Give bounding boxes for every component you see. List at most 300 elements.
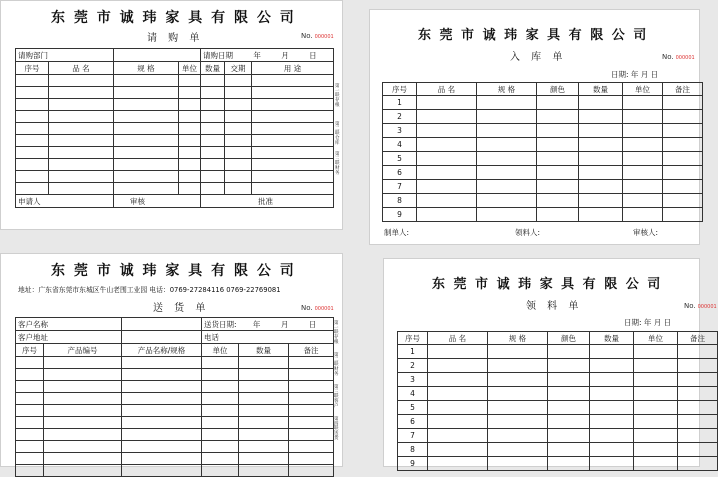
table-cell[interactable] bbox=[579, 166, 623, 180]
table-cell[interactable] bbox=[114, 123, 179, 135]
table-cell[interactable] bbox=[16, 183, 49, 195]
table-cell[interactable] bbox=[114, 183, 179, 195]
table-cell[interactable] bbox=[201, 111, 225, 123]
table-cell[interactable] bbox=[49, 111, 114, 123]
row-number: 8 bbox=[383, 194, 417, 208]
tl-side-note-2: 第二联仓库 bbox=[335, 122, 340, 146]
table-cell[interactable] bbox=[239, 429, 289, 441]
table-cell[interactable] bbox=[477, 96, 537, 110]
tl-col-purpose: 用 途 bbox=[252, 62, 334, 75]
table-cell[interactable] bbox=[579, 208, 623, 222]
table-cell[interactable] bbox=[579, 110, 623, 124]
table-cell[interactable] bbox=[179, 75, 201, 87]
tl-date-text: 请购日期 bbox=[203, 50, 233, 60]
table-cell[interactable] bbox=[179, 99, 201, 111]
table-cell[interactable] bbox=[678, 401, 718, 415]
table-cell[interactable] bbox=[49, 87, 114, 99]
table-cell[interactable] bbox=[289, 357, 334, 369]
table-cell[interactable] bbox=[663, 110, 703, 124]
row-number: 1 bbox=[398, 345, 428, 359]
bl-col-unit: 单位 bbox=[202, 344, 239, 357]
table-cell[interactable] bbox=[663, 194, 703, 208]
table-cell[interactable] bbox=[252, 183, 334, 195]
table-cell[interactable] bbox=[428, 387, 488, 401]
table-cell[interactable] bbox=[289, 429, 334, 441]
table-cell[interactable] bbox=[678, 387, 718, 401]
table-cell[interactable] bbox=[477, 124, 537, 138]
table-cell[interactable] bbox=[201, 183, 225, 195]
table-cell[interactable] bbox=[122, 453, 202, 465]
table-cell[interactable] bbox=[428, 415, 488, 429]
table-cell[interactable] bbox=[44, 453, 122, 465]
table-cell[interactable] bbox=[417, 180, 477, 194]
table-cell[interactable] bbox=[477, 180, 537, 194]
table-cell[interactable] bbox=[114, 171, 179, 183]
tr-col-name: 品 名 bbox=[417, 83, 477, 96]
tl-review: 审核 bbox=[114, 195, 201, 208]
table-cell[interactable] bbox=[16, 369, 44, 381]
table-row bbox=[16, 453, 334, 465]
table-cell[interactable] bbox=[663, 96, 703, 110]
table-cell[interactable] bbox=[590, 443, 634, 457]
table-cell[interactable] bbox=[44, 381, 122, 393]
table-cell[interactable] bbox=[16, 87, 49, 99]
tr-no-value: 000001 bbox=[675, 55, 695, 61]
table-cell[interactable] bbox=[179, 123, 201, 135]
table-cell[interactable] bbox=[49, 171, 114, 183]
table-cell[interactable] bbox=[537, 166, 579, 180]
table-cell[interactable] bbox=[548, 457, 590, 471]
table-cell[interactable] bbox=[239, 405, 289, 417]
table-cell[interactable] bbox=[179, 159, 201, 171]
br-serial-number bbox=[684, 302, 717, 310]
table-row bbox=[383, 138, 703, 152]
table-cell[interactable] bbox=[179, 183, 201, 195]
table-cell[interactable] bbox=[122, 369, 202, 381]
table-cell[interactable] bbox=[663, 138, 703, 152]
table-cell[interactable] bbox=[477, 166, 537, 180]
table-cell[interactable] bbox=[202, 381, 239, 393]
table-cell[interactable] bbox=[225, 147, 252, 159]
table-cell[interactable] bbox=[428, 443, 488, 457]
table-cell[interactable] bbox=[537, 194, 579, 208]
table-cell[interactable] bbox=[201, 135, 225, 147]
table-cell[interactable] bbox=[16, 453, 44, 465]
table-cell[interactable] bbox=[202, 417, 239, 429]
table-cell[interactable] bbox=[537, 124, 579, 138]
bl-customer-name-label: 客户名称 bbox=[16, 318, 122, 331]
table-cell[interactable] bbox=[16, 405, 44, 417]
table-cell[interactable] bbox=[634, 345, 678, 359]
tl-approve: 批准 bbox=[258, 196, 273, 206]
table-cell[interactable] bbox=[239, 417, 289, 429]
table-cell[interactable] bbox=[417, 110, 477, 124]
table-cell[interactable] bbox=[548, 401, 590, 415]
table-cell[interactable] bbox=[201, 147, 225, 159]
table-cell[interactable] bbox=[44, 441, 122, 453]
table-cell[interactable] bbox=[488, 359, 548, 373]
table-row bbox=[398, 443, 718, 457]
table-cell[interactable] bbox=[579, 124, 623, 138]
table-cell[interactable] bbox=[16, 465, 44, 477]
table-cell[interactable] bbox=[623, 124, 663, 138]
table-cell[interactable] bbox=[239, 357, 289, 369]
table-cell[interactable] bbox=[225, 135, 252, 147]
table-cell[interactable] bbox=[114, 147, 179, 159]
table-cell[interactable] bbox=[548, 359, 590, 373]
table-cell[interactable] bbox=[488, 345, 548, 359]
tl-col-spec: 规 格 bbox=[114, 62, 179, 75]
tl-col-name: 品 名 bbox=[49, 62, 114, 75]
purchase-request-form bbox=[0, 0, 343, 230]
table-cell[interactable] bbox=[623, 166, 663, 180]
table-cell[interactable] bbox=[49, 183, 114, 195]
table-cell[interactable] bbox=[49, 135, 114, 147]
table-row bbox=[383, 194, 703, 208]
table-cell[interactable] bbox=[202, 357, 239, 369]
table-cell[interactable] bbox=[16, 135, 49, 147]
table-cell[interactable] bbox=[225, 159, 252, 171]
table-cell[interactable] bbox=[590, 359, 634, 373]
table-cell[interactable] bbox=[663, 124, 703, 138]
table-cell[interactable] bbox=[417, 152, 477, 166]
bl-customer-name-value[interactable] bbox=[122, 318, 202, 331]
table-cell[interactable] bbox=[201, 99, 225, 111]
bl-table bbox=[15, 317, 334, 477]
table-cell[interactable] bbox=[663, 166, 703, 180]
br-col-name: 品 名 bbox=[428, 332, 488, 345]
tl-col-qty: 数量 bbox=[201, 62, 225, 75]
br-col-qty: 数量 bbox=[590, 332, 634, 345]
table-cell[interactable] bbox=[623, 152, 663, 166]
table-cell[interactable] bbox=[579, 96, 623, 110]
tl-applicant: 申请人 bbox=[16, 195, 114, 208]
table-cell[interactable] bbox=[678, 443, 718, 457]
row-number: 9 bbox=[398, 457, 428, 471]
table-cell[interactable] bbox=[16, 123, 49, 135]
table-cell[interactable] bbox=[289, 405, 334, 417]
table-cell[interactable] bbox=[16, 441, 44, 453]
row-number: 1 bbox=[383, 96, 417, 110]
table-row bbox=[16, 99, 334, 111]
table-cell[interactable] bbox=[537, 208, 579, 222]
table-cell[interactable] bbox=[623, 208, 663, 222]
table-cell[interactable] bbox=[114, 87, 179, 99]
delivery-note-form bbox=[0, 253, 343, 467]
table-cell[interactable] bbox=[289, 417, 334, 429]
table-cell[interactable] bbox=[16, 147, 49, 159]
table-cell[interactable] bbox=[114, 159, 179, 171]
table-cell[interactable] bbox=[579, 194, 623, 208]
table-cell[interactable] bbox=[114, 135, 179, 147]
table-cell[interactable] bbox=[225, 111, 252, 123]
table-cell[interactable] bbox=[678, 429, 718, 443]
table-cell[interactable] bbox=[16, 171, 49, 183]
table-cell[interactable] bbox=[417, 96, 477, 110]
table-cell[interactable] bbox=[179, 147, 201, 159]
table-cell[interactable] bbox=[122, 393, 202, 405]
table-cell[interactable] bbox=[663, 152, 703, 166]
table-cell[interactable] bbox=[16, 417, 44, 429]
table-cell[interactable] bbox=[114, 99, 179, 111]
table-cell[interactable] bbox=[590, 415, 634, 429]
bl-month: 月 bbox=[280, 319, 289, 329]
table-cell[interactable] bbox=[477, 194, 537, 208]
table-cell[interactable] bbox=[634, 387, 678, 401]
table-cell[interactable] bbox=[623, 110, 663, 124]
br-col-spec: 规 格 bbox=[488, 332, 548, 345]
table-cell[interactable] bbox=[44, 405, 122, 417]
table-cell[interactable] bbox=[417, 138, 477, 152]
table-cell[interactable] bbox=[678, 373, 718, 387]
table-row bbox=[16, 381, 334, 393]
table-cell[interactable] bbox=[477, 208, 537, 222]
tr-maker: 制单人: bbox=[384, 228, 410, 237]
table-cell[interactable] bbox=[225, 99, 252, 111]
table-cell[interactable] bbox=[122, 381, 202, 393]
table-cell[interactable] bbox=[663, 208, 703, 222]
table-cell[interactable] bbox=[252, 87, 334, 99]
table-cell[interactable] bbox=[239, 441, 289, 453]
table-cell[interactable] bbox=[201, 75, 225, 87]
table-cell[interactable] bbox=[488, 429, 548, 443]
table-row bbox=[16, 159, 334, 171]
table-cell[interactable] bbox=[590, 387, 634, 401]
table-cell[interactable] bbox=[678, 359, 718, 373]
table-cell[interactable] bbox=[201, 123, 225, 135]
table-cell[interactable] bbox=[477, 110, 537, 124]
table-cell[interactable] bbox=[239, 393, 289, 405]
tr-col-unit: 单位 bbox=[623, 83, 663, 96]
table-cell[interactable] bbox=[44, 429, 122, 441]
tr-company-title: 东 莞 市 诚 玮 家 具 有 限 公 司 bbox=[418, 28, 649, 43]
table-cell[interactable] bbox=[202, 429, 239, 441]
table-cell[interactable] bbox=[623, 194, 663, 208]
table-cell[interactable] bbox=[202, 441, 239, 453]
table-cell[interactable] bbox=[537, 96, 579, 110]
table-cell[interactable] bbox=[16, 111, 49, 123]
table-cell[interactable] bbox=[202, 453, 239, 465]
table-cell[interactable] bbox=[678, 457, 718, 471]
table-cell[interactable] bbox=[225, 75, 252, 87]
table-cell[interactable] bbox=[537, 138, 579, 152]
table-cell[interactable] bbox=[488, 373, 548, 387]
table-cell[interactable] bbox=[202, 465, 239, 477]
bl-form-title: 送 货 单 bbox=[153, 303, 210, 314]
table-cell[interactable] bbox=[634, 401, 678, 415]
table-cell[interactable] bbox=[634, 373, 678, 387]
table-cell[interactable] bbox=[114, 111, 179, 123]
table-cell[interactable] bbox=[252, 111, 334, 123]
table-cell[interactable] bbox=[417, 124, 477, 138]
table-cell[interactable] bbox=[537, 110, 579, 124]
table-cell[interactable] bbox=[623, 138, 663, 152]
table-cell[interactable] bbox=[548, 429, 590, 443]
table-cell[interactable] bbox=[417, 194, 477, 208]
table-cell[interactable] bbox=[122, 441, 202, 453]
table-cell[interactable] bbox=[202, 369, 239, 381]
table-cell[interactable] bbox=[488, 387, 548, 401]
table-cell[interactable] bbox=[122, 417, 202, 429]
table-cell[interactable] bbox=[590, 401, 634, 415]
table-cell[interactable] bbox=[548, 373, 590, 387]
table-cell[interactable] bbox=[590, 429, 634, 443]
table-row bbox=[383, 96, 703, 110]
table-cell[interactable] bbox=[16, 429, 44, 441]
table-cell[interactable] bbox=[252, 75, 334, 87]
table-cell[interactable] bbox=[179, 171, 201, 183]
table-cell[interactable] bbox=[428, 345, 488, 359]
table-cell[interactable] bbox=[289, 393, 334, 405]
table-cell[interactable] bbox=[488, 415, 548, 429]
table-cell[interactable] bbox=[44, 357, 122, 369]
tl-serial-number bbox=[301, 32, 334, 40]
table-cell[interactable] bbox=[49, 99, 114, 111]
table-cell[interactable] bbox=[537, 180, 579, 194]
table-cell[interactable] bbox=[623, 96, 663, 110]
table-cell[interactable] bbox=[16, 159, 49, 171]
table-cell[interactable] bbox=[16, 99, 49, 111]
table-row bbox=[383, 110, 703, 124]
table-cell[interactable] bbox=[239, 465, 289, 477]
bl-side-note-1: 第一联存根 bbox=[334, 321, 339, 345]
bl-customer-address-value[interactable] bbox=[122, 331, 202, 344]
table-cell[interactable] bbox=[44, 465, 122, 477]
table-cell[interactable] bbox=[201, 171, 225, 183]
table-row bbox=[16, 465, 334, 477]
table-cell[interactable] bbox=[16, 357, 44, 369]
table-cell[interactable] bbox=[179, 135, 201, 147]
table-cell[interactable] bbox=[590, 457, 634, 471]
table-cell[interactable] bbox=[289, 441, 334, 453]
table-row bbox=[16, 357, 334, 369]
table-cell[interactable] bbox=[289, 369, 334, 381]
table-cell[interactable] bbox=[252, 135, 334, 147]
table-cell[interactable] bbox=[239, 369, 289, 381]
table-cell[interactable] bbox=[252, 123, 334, 135]
table-cell[interactable] bbox=[49, 123, 114, 135]
table-cell[interactable] bbox=[252, 147, 334, 159]
table-cell[interactable] bbox=[252, 171, 334, 183]
table-cell[interactable] bbox=[634, 443, 678, 457]
tr-table bbox=[382, 82, 703, 222]
table-cell[interactable] bbox=[16, 75, 49, 87]
table-cell[interactable] bbox=[579, 138, 623, 152]
table-cell[interactable] bbox=[634, 415, 678, 429]
table-cell[interactable] bbox=[225, 183, 252, 195]
table-cell[interactable] bbox=[634, 359, 678, 373]
table-cell[interactable] bbox=[548, 345, 590, 359]
table-cell[interactable] bbox=[16, 381, 44, 393]
table-cell[interactable] bbox=[225, 123, 252, 135]
table-cell[interactable] bbox=[179, 87, 201, 99]
table-cell[interactable] bbox=[252, 99, 334, 111]
table-cell[interactable] bbox=[289, 453, 334, 465]
table-row bbox=[16, 135, 334, 147]
table-cell[interactable] bbox=[548, 443, 590, 457]
table-cell[interactable] bbox=[202, 405, 239, 417]
table-cell[interactable] bbox=[579, 180, 623, 194]
table-cell[interactable] bbox=[477, 152, 537, 166]
table-cell[interactable] bbox=[428, 373, 488, 387]
table-cell[interactable] bbox=[122, 357, 202, 369]
table-cell[interactable] bbox=[428, 457, 488, 471]
table-cell[interactable] bbox=[417, 166, 477, 180]
table-cell[interactable] bbox=[488, 457, 548, 471]
table-cell[interactable] bbox=[477, 138, 537, 152]
material-requisition-form bbox=[383, 258, 717, 468]
bl-col-index: 序号 bbox=[16, 344, 44, 357]
table-cell[interactable] bbox=[225, 171, 252, 183]
row-number: 6 bbox=[383, 166, 417, 180]
table-cell[interactable] bbox=[417, 208, 477, 222]
table-cell[interactable] bbox=[114, 75, 179, 87]
table-cell[interactable] bbox=[49, 75, 114, 87]
table-cell[interactable] bbox=[239, 381, 289, 393]
table-cell[interactable] bbox=[201, 159, 225, 171]
table-cell[interactable] bbox=[590, 373, 634, 387]
table-cell[interactable] bbox=[16, 393, 44, 405]
table-cell[interactable] bbox=[179, 111, 201, 123]
table-row bbox=[16, 123, 334, 135]
bl-address: 地址：广东省东莞市东城区牛山老围工业园 电话：0769-27284116 0769-22769081 bbox=[18, 286, 281, 294]
tl-approve-cell bbox=[201, 195, 334, 208]
table-cell[interactable] bbox=[548, 415, 590, 429]
table-cell[interactable] bbox=[579, 152, 623, 166]
table-cell[interactable] bbox=[428, 359, 488, 373]
table-cell[interactable] bbox=[488, 401, 548, 415]
table-cell[interactable] bbox=[44, 369, 122, 381]
table-cell[interactable] bbox=[122, 405, 202, 417]
table-cell[interactable] bbox=[488, 443, 548, 457]
table-cell[interactable] bbox=[289, 381, 334, 393]
tl-month: 月 bbox=[281, 50, 289, 60]
table-cell[interactable] bbox=[678, 345, 718, 359]
table-cell[interactable] bbox=[239, 453, 289, 465]
table-cell[interactable] bbox=[122, 429, 202, 441]
table-cell[interactable] bbox=[428, 401, 488, 415]
row-number: 3 bbox=[398, 373, 428, 387]
table-cell[interactable] bbox=[49, 147, 114, 159]
tl-dept-value[interactable] bbox=[114, 49, 201, 62]
br-body-rows bbox=[398, 345, 718, 471]
table-cell[interactable] bbox=[590, 345, 634, 359]
table-cell[interactable] bbox=[678, 415, 718, 429]
table-cell[interactable] bbox=[634, 457, 678, 471]
table-cell[interactable] bbox=[225, 87, 252, 99]
table-cell[interactable] bbox=[634, 429, 678, 443]
bl-year: 年 bbox=[252, 319, 261, 329]
table-cell[interactable] bbox=[202, 393, 239, 405]
tl-no-value: 000001 bbox=[314, 34, 334, 40]
table-cell[interactable] bbox=[201, 87, 225, 99]
table-cell[interactable] bbox=[49, 159, 114, 171]
table-cell[interactable] bbox=[663, 180, 703, 194]
bl-col-remark: 备注 bbox=[289, 344, 334, 357]
tl-date-label bbox=[201, 49, 334, 62]
table-cell[interactable] bbox=[537, 152, 579, 166]
table-cell[interactable] bbox=[252, 159, 334, 171]
table-cell[interactable] bbox=[428, 429, 488, 443]
br-form-title: 领 料 单 bbox=[526, 301, 583, 312]
table-cell[interactable] bbox=[548, 387, 590, 401]
table-cell[interactable] bbox=[122, 465, 202, 477]
table-cell[interactable] bbox=[44, 393, 122, 405]
table-cell[interactable] bbox=[623, 180, 663, 194]
table-cell[interactable] bbox=[289, 465, 334, 477]
table-cell[interactable] bbox=[44, 417, 122, 429]
br-table bbox=[397, 331, 718, 471]
